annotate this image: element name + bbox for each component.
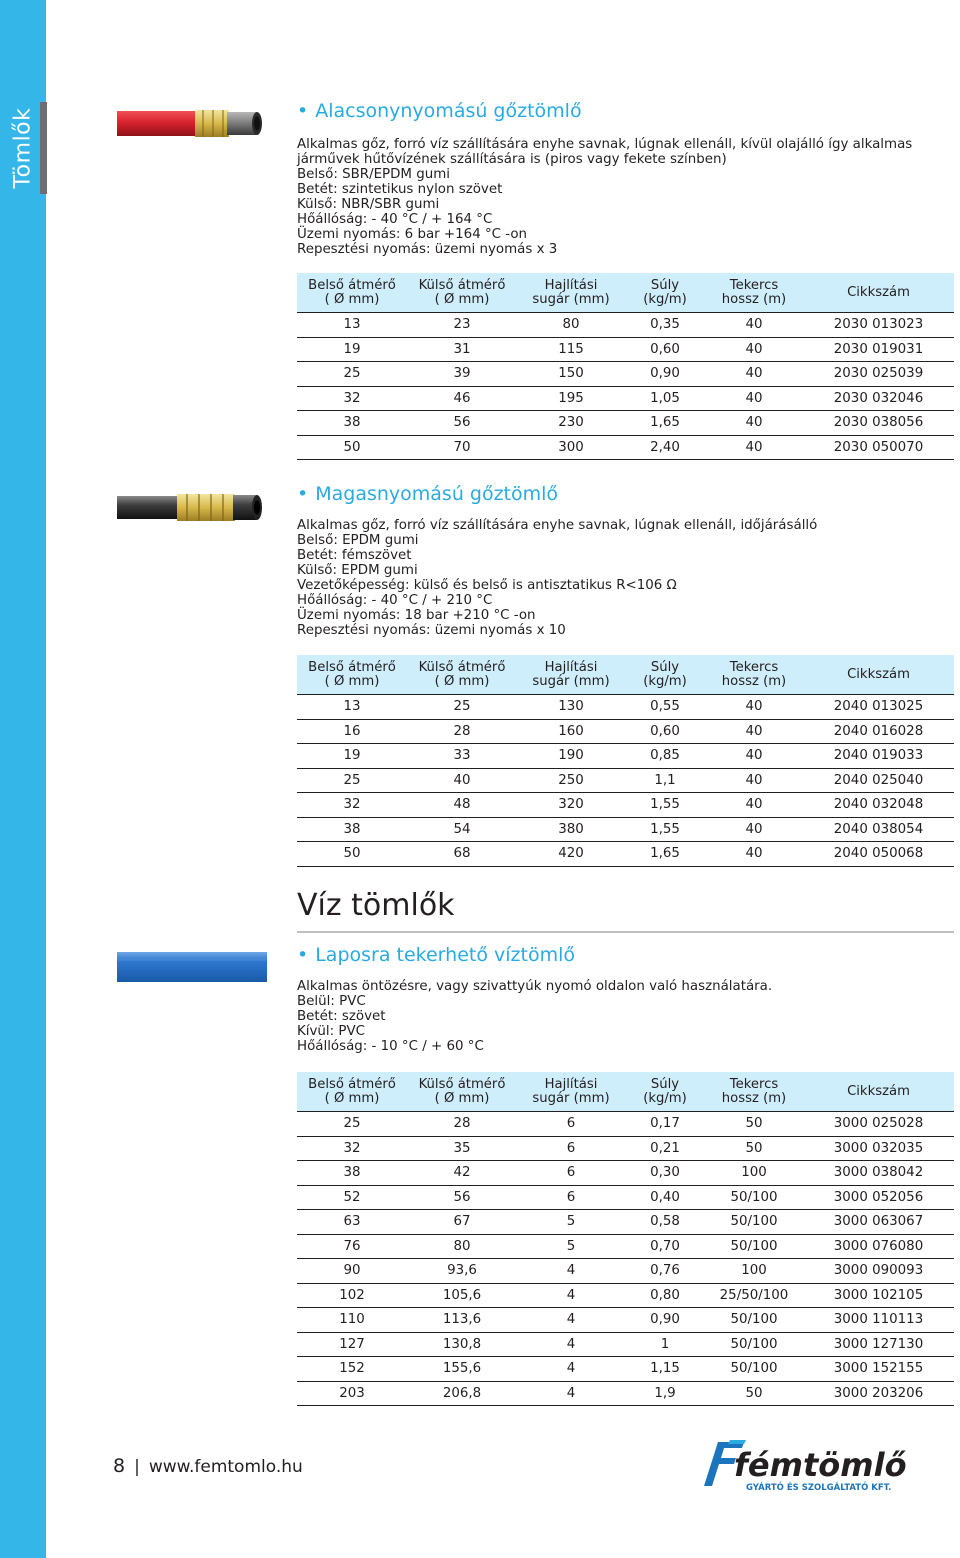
table-cell: 32 <box>343 797 361 813</box>
section-title-flat-water-hose: • Laposra tekerhető víztömlő <box>297 944 575 966</box>
table-cell: 68 <box>453 846 471 862</box>
column-header <box>517 661 625 688</box>
column-header <box>803 1085 954 1099</box>
column-header-line: ( Ø mm) <box>434 291 490 307</box>
column-header <box>297 661 407 688</box>
table-cell: 155,6 <box>442 1361 482 1377</box>
table-cell: 1,05 <box>650 390 680 406</box>
table-cell: 0,90 <box>650 1312 680 1328</box>
table-cell: 6 <box>566 1189 576 1205</box>
column-header <box>407 279 517 306</box>
table-cell: 3000 102105 <box>833 1287 924 1303</box>
table-cell: 4 <box>566 1361 576 1377</box>
column-header-line: ( Ø mm) <box>324 1090 380 1106</box>
table-row <box>297 1137 954 1162</box>
table-cell: 130 <box>558 699 584 715</box>
column-header-line: Cikkszám <box>847 1083 910 1099</box>
table-header <box>297 655 954 695</box>
column-header-line: ( Ø mm) <box>434 1090 490 1106</box>
table-cell: 3000 152155 <box>833 1361 924 1377</box>
heading-divider <box>297 931 954 933</box>
table-cell: 0,60 <box>650 723 680 739</box>
column-header-line: Hajlítási <box>544 278 598 293</box>
table-cell: 67 <box>453 1214 471 1230</box>
description-line: Hőállóság: - 10 °C / + 60 °C <box>297 1039 484 1054</box>
table-cell: 3000 127130 <box>833 1336 924 1352</box>
table-cell: 195 <box>558 390 584 406</box>
table-cell: 23 <box>453 317 471 333</box>
table-row <box>297 769 954 794</box>
table-cell: 13 <box>343 317 361 333</box>
table-cell: 50/100 <box>730 1238 778 1254</box>
table-cell: 50/100 <box>730 1361 778 1377</box>
red-steam-hose-image <box>115 102 265 144</box>
table-cell: 1,15 <box>650 1361 680 1377</box>
table-cell: 19 <box>343 341 361 357</box>
column-header-line: (kg/m) <box>643 1090 687 1106</box>
description-line: Betét: szintetikus nylon szövet <box>297 182 503 197</box>
black-steam-hose-image <box>115 489 265 525</box>
table-cell: 40 <box>745 415 763 431</box>
table-cell: 40 <box>745 723 763 739</box>
description-line: Repesztési nyomás: üzemi nyomás x 10 <box>297 623 566 638</box>
description-line: Üzemi nyomás: 18 bar +210 °C -on <box>297 608 536 623</box>
table-cell: 110 <box>339 1312 365 1328</box>
table-cell: 50 <box>745 1385 763 1401</box>
column-header-line: Hajlítási <box>544 1077 598 1092</box>
section-title-low-pressure: • Alacsonynyomású gőztömlő <box>297 100 582 122</box>
table-row <box>297 818 954 843</box>
table-cell: 39 <box>453 366 471 382</box>
table-cell: 4 <box>566 1336 576 1352</box>
table-cell: 3000 025028 <box>833 1116 924 1132</box>
table-row <box>297 1112 954 1137</box>
description-line: járművek hűtővízének szállítására is (piros vagy fekete színben) <box>297 152 727 167</box>
description-line: Külső: EPDM gumi <box>297 563 418 578</box>
table-cell: 2040 013025 <box>833 699 924 715</box>
table-cell: 250 <box>558 772 584 788</box>
table-cell: 2,40 <box>650 439 680 455</box>
table-cell: 54 <box>453 821 471 837</box>
table-cell: 50/100 <box>730 1214 778 1230</box>
table-cell: 300 <box>558 439 584 455</box>
table-cell: 0,40 <box>650 1189 680 1205</box>
table-cell: 0,80 <box>650 1287 680 1303</box>
column-header <box>705 1078 803 1105</box>
logo-tagline: GYÁRTÓ ÉS SZOLGÁLTATÓ KFT. <box>746 1483 892 1493</box>
table-cell: 0,21 <box>650 1140 680 1156</box>
column-header <box>407 1078 517 1105</box>
column-header-line: ( Ø mm) <box>324 291 380 307</box>
table-cell: 40 <box>745 317 763 333</box>
product-table <box>297 655 954 867</box>
table-cell: 31 <box>453 341 471 357</box>
column-header-line: Külső átmérő <box>418 1077 506 1092</box>
section-description <box>297 979 772 1054</box>
column-header <box>517 1078 625 1105</box>
table-cell: 56 <box>453 415 471 431</box>
table-cell: 100 <box>741 1263 767 1279</box>
table-row <box>297 1235 954 1260</box>
description-line: Betét: szövet <box>297 1009 386 1024</box>
page-number: 8 <box>113 1455 126 1477</box>
table-cell: 4 <box>566 1263 576 1279</box>
table-cell: 25 <box>343 772 361 788</box>
table-cell: 50/100 <box>730 1336 778 1352</box>
description-line: Betét: fémszövet <box>297 548 412 563</box>
table-cell: 113,6 <box>442 1312 482 1328</box>
table-cell: 206,8 <box>442 1385 482 1401</box>
table-cell: 3000 032035 <box>833 1140 924 1156</box>
table-cell: 0,58 <box>650 1214 680 1230</box>
column-header-line: Hajlítási <box>544 660 598 675</box>
table-cell: 115 <box>558 341 584 357</box>
table-cell: 80 <box>453 1238 471 1254</box>
table-cell: 40 <box>745 699 763 715</box>
column-header-line: (kg/m) <box>643 291 687 307</box>
table-cell: 0,17 <box>650 1116 680 1132</box>
table-row <box>297 1357 954 1382</box>
table-cell: 25/50/100 <box>719 1287 789 1303</box>
table-cell: 32 <box>343 390 361 406</box>
table-row <box>297 695 954 720</box>
column-header <box>625 279 705 306</box>
column-header-line: Tekercs <box>729 660 779 675</box>
table-cell: 40 <box>745 821 763 837</box>
table-cell: 0,76 <box>650 1263 680 1279</box>
column-header-line: sugár (mm) <box>532 1090 610 1106</box>
table-cell: 0,70 <box>650 1238 680 1254</box>
table-cell: 1,55 <box>650 821 680 837</box>
column-header-line: Külső átmérő <box>418 660 506 675</box>
column-header-line: ( Ø mm) <box>434 673 490 689</box>
table-cell: 93,6 <box>447 1263 477 1279</box>
table-cell: 6 <box>566 1116 576 1132</box>
table-cell: 102 <box>339 1287 365 1303</box>
section-title-high-pressure: • Magasnyomású gőztömlő <box>297 483 559 505</box>
description-line: Kívül: PVC <box>297 1024 365 1039</box>
table-cell: 40 <box>745 366 763 382</box>
table-cell: 2030 050070 <box>833 439 924 455</box>
table-cell: 3000 110113 <box>833 1312 924 1328</box>
table-cell: 40 <box>745 748 763 764</box>
table-cell: 32 <box>343 1140 361 1156</box>
table-cell: 2040 025040 <box>833 772 924 788</box>
table-cell: 40 <box>453 772 471 788</box>
column-header-line: hossz (m) <box>721 1090 787 1106</box>
table-cell: 230 <box>558 415 584 431</box>
table-cell: 40 <box>745 390 763 406</box>
table-cell: 1,55 <box>650 797 680 813</box>
table-cell: 2040 032048 <box>833 797 924 813</box>
section-description <box>297 137 912 257</box>
table-cell: 6 <box>566 1165 576 1181</box>
table-cell: 3000 090093 <box>833 1263 924 1279</box>
sidebar <box>0 0 46 1558</box>
table-cell: 2030 038056 <box>833 415 924 431</box>
table-cell: 35 <box>453 1140 471 1156</box>
table-cell: 2040 016028 <box>833 723 924 739</box>
table-cell: 16 <box>343 723 361 739</box>
table-row <box>297 411 954 436</box>
femtomlo-logo <box>700 1436 940 1494</box>
description-line: Üzemi nyomás: 6 bar +164 °C -on <box>297 227 528 242</box>
table-cell: 0,90 <box>650 366 680 382</box>
column-header-line: Külső átmérő <box>418 278 506 293</box>
table-row <box>297 362 954 387</box>
description-line: Hőállóság: - 40 °C / + 210 °C <box>297 593 493 608</box>
table-cell: 1,65 <box>650 415 680 431</box>
table-cell: 6 <box>566 1140 576 1156</box>
table-cell: 25 <box>343 366 361 382</box>
table-cell: 50 <box>343 846 361 862</box>
table-cell: 0,55 <box>650 699 680 715</box>
table-header <box>297 273 954 313</box>
table-cell: 33 <box>453 748 471 764</box>
table-cell: 160 <box>558 723 584 739</box>
product-table <box>297 273 954 460</box>
table-cell: 0,60 <box>650 341 680 357</box>
table-cell: 105,6 <box>442 1287 482 1303</box>
description-line: Vezetőképesség: külső és belső is antisztatikus R<106 Ω <box>297 578 677 593</box>
table-row <box>297 842 954 867</box>
table-cell: 56 <box>453 1189 471 1205</box>
table-cell: 70 <box>453 439 471 455</box>
column-header-line: ( Ø mm) <box>324 673 380 689</box>
table-cell: 4 <box>566 1312 576 1328</box>
description-line: Alkalmas gőz, forró víz szállítására enyhe savnak, lúgnak ellenáll, kívül olajálló így alkalmas <box>297 137 913 152</box>
table-cell: 76 <box>343 1238 361 1254</box>
table-row <box>297 1308 954 1333</box>
table-cell: 50/100 <box>730 1189 778 1205</box>
table-cell: 38 <box>343 1165 361 1181</box>
table-header <box>297 1072 954 1112</box>
table-cell: 5 <box>566 1214 576 1230</box>
column-header <box>625 661 705 688</box>
column-header <box>297 1078 407 1105</box>
table-cell: 2030 019031 <box>833 341 924 357</box>
description-line: Hőállóság: - 40 °C / + 164 °C <box>297 212 493 227</box>
table-cell: 42 <box>453 1165 471 1181</box>
table-row <box>297 1161 954 1186</box>
table-row <box>297 1186 954 1211</box>
column-header <box>803 286 954 300</box>
column-header <box>705 661 803 688</box>
table-cell: 38 <box>343 415 361 431</box>
table-cell: 203 <box>339 1385 365 1401</box>
section-description <box>297 518 817 638</box>
column-header-line: Belső átmérő <box>308 660 396 675</box>
table-cell: 40 <box>745 439 763 455</box>
water-hoses-heading: Víz tömlők <box>297 888 455 923</box>
table-cell: 90 <box>343 1263 361 1279</box>
table-cell: 1,1 <box>654 772 676 788</box>
description-line: Belső: EPDM gumi <box>297 533 419 548</box>
table-cell: 46 <box>453 390 471 406</box>
column-header-line: Súly <box>650 278 680 293</box>
table-row <box>297 313 954 338</box>
sidebar-label: Tömlők <box>10 107 36 189</box>
column-header-line: Súly <box>650 660 680 675</box>
table-cell: 2040 038054 <box>833 821 924 837</box>
footer-separator: | <box>134 1457 140 1477</box>
column-header-line: Tekercs <box>729 1077 779 1092</box>
description-line: Belső: SBR/EPDM gumi <box>297 167 450 182</box>
description-line: Alkalmas öntözésre, vagy szivattyúk nyomó oldalon való használatára. <box>297 979 773 994</box>
column-header <box>705 279 803 306</box>
table-cell: 100 <box>741 1165 767 1181</box>
table-cell: 2030 013023 <box>833 317 924 333</box>
table-cell: 25 <box>343 1116 361 1132</box>
description-line: Alkalmas gőz, forró víz szállítására enyhe savnak, lúgnak ellenáll, időjárásálló <box>297 518 818 533</box>
table-cell: 127 <box>339 1336 365 1352</box>
column-header <box>297 279 407 306</box>
table-cell: 2040 050068 <box>833 846 924 862</box>
table-cell: 25 <box>453 699 471 715</box>
table-cell: 40 <box>745 772 763 788</box>
table-cell: 50 <box>745 1140 763 1156</box>
product-table <box>297 1072 954 1406</box>
table-cell: 130,8 <box>442 1336 482 1352</box>
column-header-line: hossz (m) <box>721 673 787 689</box>
table-cell: 3000 203206 <box>833 1385 924 1401</box>
column-header <box>803 668 954 682</box>
table-cell: 0,85 <box>650 748 680 764</box>
column-header <box>625 1078 705 1105</box>
table-cell: 40 <box>745 846 763 862</box>
table-cell: 3000 076080 <box>833 1238 924 1254</box>
column-header-line: sugár (mm) <box>532 291 610 307</box>
table-cell: 4 <box>566 1385 576 1401</box>
column-header-line: (kg/m) <box>643 673 687 689</box>
table-row <box>297 720 954 745</box>
table-cell: 190 <box>558 748 584 764</box>
sidebar-tab <box>40 102 47 194</box>
table-row <box>297 1284 954 1309</box>
table-cell: 63 <box>343 1214 361 1230</box>
table-cell: 50 <box>745 1116 763 1132</box>
table-row <box>297 338 954 363</box>
table-row <box>297 1210 954 1235</box>
column-header-line: sugár (mm) <box>532 673 610 689</box>
table-cell: 48 <box>453 797 471 813</box>
table-row <box>297 436 954 461</box>
table-cell: 5 <box>566 1238 576 1254</box>
table-cell: 1 <box>660 1336 670 1352</box>
table-cell: 320 <box>558 797 584 813</box>
table-cell: 2030 032046 <box>833 390 924 406</box>
table-cell: 38 <box>343 821 361 837</box>
table-cell: 3000 038042 <box>833 1165 924 1181</box>
column-header-line: Belső átmérő <box>308 1077 396 1092</box>
table-row <box>297 1382 954 1407</box>
table-cell: 50/100 <box>730 1312 778 1328</box>
table-cell: 40 <box>745 797 763 813</box>
table-row <box>297 1333 954 1358</box>
table-cell: 150 <box>558 366 584 382</box>
description-line: Repesztési nyomás: üzemi nyomás x 3 <box>297 242 558 257</box>
table-cell: 0,35 <box>650 317 680 333</box>
table-cell: 1,65 <box>650 846 680 862</box>
page-footer <box>113 1455 303 1477</box>
table-cell: 13 <box>343 699 361 715</box>
table-cell: 4 <box>566 1287 576 1303</box>
description-line: Belül: PVC <box>297 994 366 1009</box>
table-cell: 380 <box>558 821 584 837</box>
column-header-line: Cikkszám <box>847 666 910 682</box>
logo-wordmark: fémtömlő <box>734 1446 907 1484</box>
table-row <box>297 793 954 818</box>
table-cell: 50 <box>343 439 361 455</box>
table-row <box>297 387 954 412</box>
column-header <box>407 661 517 688</box>
table-cell: 19 <box>343 748 361 764</box>
table-cell: 52 <box>343 1189 361 1205</box>
column-header <box>517 279 625 306</box>
table-cell: 40 <box>745 341 763 357</box>
website-link[interactable]: www.femtomlo.hu <box>148 1457 303 1477</box>
table-cell: 3000 052056 <box>833 1189 924 1205</box>
table-cell: 28 <box>453 1116 471 1132</box>
column-header-line: hossz (m) <box>721 291 787 307</box>
table-cell: 3000 063067 <box>833 1214 924 1230</box>
column-header-line: Cikkszám <box>847 284 910 300</box>
column-header-line: Belső átmérő <box>308 278 396 293</box>
table-row <box>297 744 954 769</box>
table-cell: 28 <box>453 723 471 739</box>
column-header-line: Tekercs <box>729 278 779 293</box>
table-cell: 152 <box>339 1361 365 1377</box>
column-header-line: Súly <box>650 1077 680 1092</box>
table-cell: 2030 025039 <box>833 366 924 382</box>
table-cell: 1,9 <box>654 1385 676 1401</box>
table-row <box>297 1259 954 1284</box>
table-cell: 2040 019033 <box>833 748 924 764</box>
table-cell: 0,30 <box>650 1165 680 1181</box>
description-line: Külső: NBR/SBR gumi <box>297 197 440 212</box>
table-cell: 420 <box>558 846 584 862</box>
blue-flat-hose-image <box>115 950 269 984</box>
table-cell: 80 <box>562 317 580 333</box>
